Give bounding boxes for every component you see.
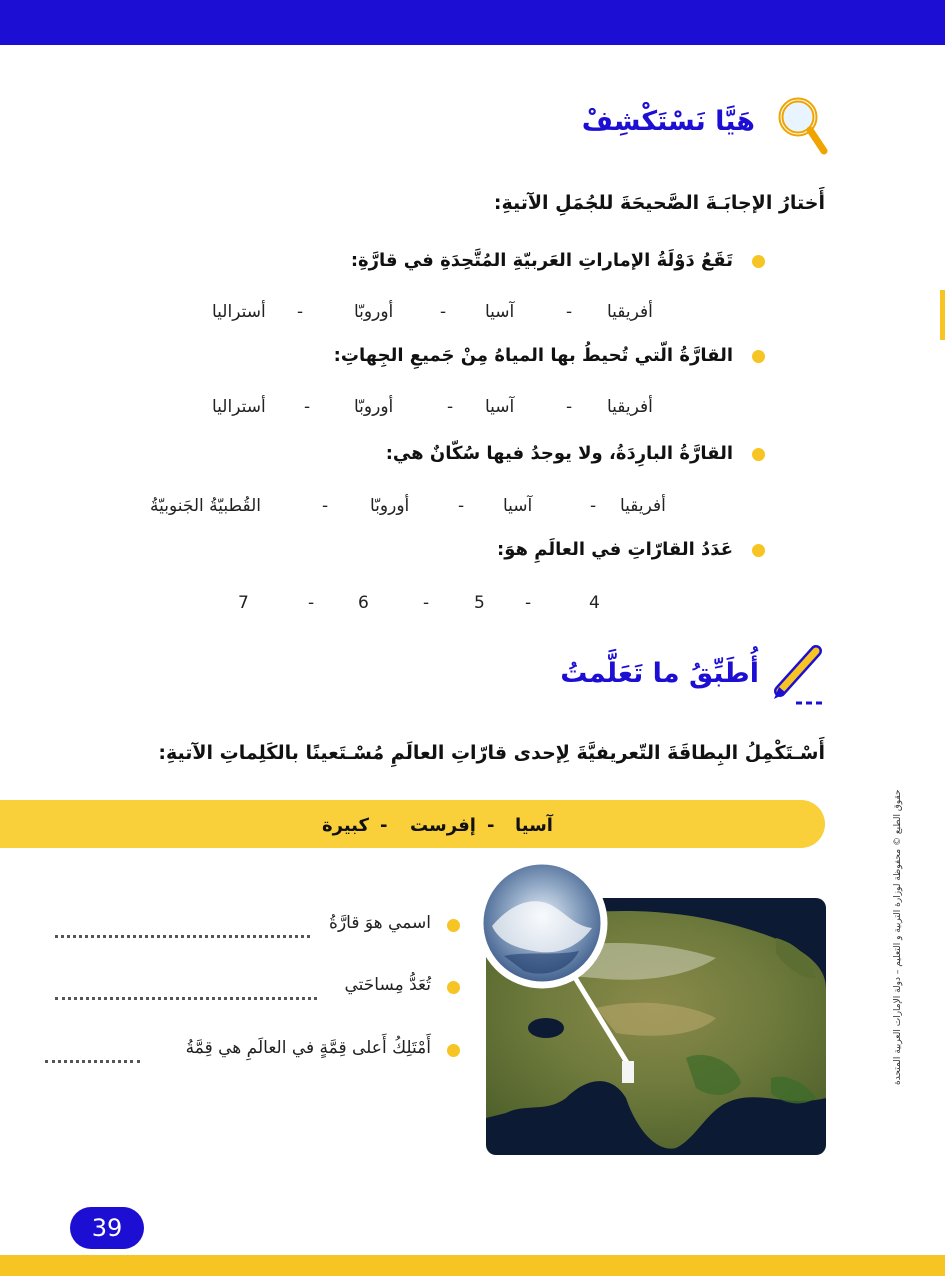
option-asia[interactable]: آسيا <box>485 302 515 322</box>
separator: - <box>304 397 311 417</box>
bottom-color-bar <box>0 1255 945 1276</box>
word-everest: إفرست <box>410 815 476 836</box>
side-tab-marker <box>940 290 945 340</box>
separator: - <box>440 302 447 322</box>
copyright-note: حقوق الطبع © محفوظة لوزارة التربية و التعليم – دولة الإمارات العربية المتحدة <box>893 789 903 1085</box>
option-asia[interactable]: آسيا <box>503 496 533 516</box>
separator: - <box>308 593 315 613</box>
question-3: القارَّةُ البارِدَةُ، ولا يوجدُ فيها سُكّانٌ هي: <box>385 443 733 464</box>
separator: - <box>487 815 495 836</box>
magnifier-icon <box>776 95 828 157</box>
card-line-name: اسمي هوَ قارَّةُ <box>329 913 431 933</box>
separator: - <box>566 302 573 322</box>
option-africa[interactable]: أفريقيا <box>607 302 653 322</box>
question-2: القارَّةُ الّتي تُحيطُ بها المياهُ مِنْ جَميعِ الجِهاتِ: <box>333 345 733 366</box>
answer-blank-1[interactable] <box>55 935 310 938</box>
card-line-peak: أَمْتَلِكُ أَعلى قِمَّةٍ في العالَمِ هي قِمَّةُ <box>185 1038 431 1058</box>
separator: - <box>322 496 329 516</box>
separator: - <box>297 302 304 322</box>
option-asia[interactable]: آسيا <box>485 397 515 417</box>
option-africa[interactable]: أفريقيا <box>620 496 666 516</box>
option-europe[interactable]: أوروبّا <box>354 397 394 417</box>
option-africa[interactable]: أفريقيا <box>607 397 653 417</box>
separator: - <box>447 397 454 417</box>
bullet-dot <box>447 919 460 932</box>
option-5[interactable]: 5 <box>474 593 485 613</box>
pencil-icon <box>766 645 828 707</box>
question-4: عَدَدُ القارّاتِ في العالَمِ هوَ: <box>497 539 733 560</box>
instruction-complete: أَسْـتَكْمِلُ البِطاقَةَ التّعريفيَّةَ لِإحدى قارّاتِ العالَمِ مُسْـتَعينًا بالكَلِماتِ الآتيةِ: <box>158 742 825 764</box>
question-1: تَقَعُ دَوْلَةُ الإماراتِ العَربيّةِ المُتَّحِدَةِ في قارَّةِ: <box>350 250 733 271</box>
bullet-dot <box>447 981 460 994</box>
bullet-dot <box>752 448 765 461</box>
option-7[interactable]: 7 <box>238 593 249 613</box>
option-australia[interactable]: أستراليا <box>212 397 266 417</box>
answer-blank-3[interactable] <box>45 1060 140 1063</box>
option-antarctica[interactable]: القُطبيّةُ الجَنوبيّةُ <box>150 496 261 516</box>
option-6[interactable]: 6 <box>358 593 369 613</box>
zoom-callout-everest <box>474 856 634 1096</box>
option-europe[interactable]: أوروبّا <box>370 496 410 516</box>
page-number: 39 <box>70 1207 144 1249</box>
bullet-dot <box>447 1044 460 1057</box>
card-line-area: تُعَدُّ مِساحَتي <box>344 975 431 995</box>
option-australia[interactable]: أستراليا <box>212 302 266 322</box>
word-asia: آسيا <box>515 815 553 836</box>
separator: - <box>590 496 597 516</box>
bullet-dot <box>752 544 765 557</box>
separator: - <box>566 397 573 417</box>
bullet-dot <box>752 255 765 268</box>
separator: - <box>458 496 465 516</box>
section-title-apply: أُطَبِّقُ ما تَعَلَّمتُ <box>560 658 759 689</box>
answer-blank-2[interactable] <box>55 997 317 1000</box>
option-europe[interactable]: أوروبّا <box>354 302 394 322</box>
word-big: كبيرة <box>322 815 369 836</box>
separator: - <box>423 593 430 613</box>
section-title-explore: هَيَّا نَسْتَكْشِفْ <box>581 106 755 137</box>
separator: - <box>380 815 388 836</box>
bullet-dot <box>752 350 765 363</box>
instruction-choose: أَختارُ الإجابَـةَ الصَّحيحَةَ للجُمَلِ الآتيةِ: <box>493 192 825 214</box>
top-color-bar <box>0 0 945 45</box>
separator: - <box>525 593 532 613</box>
option-4[interactable]: 4 <box>589 593 600 613</box>
